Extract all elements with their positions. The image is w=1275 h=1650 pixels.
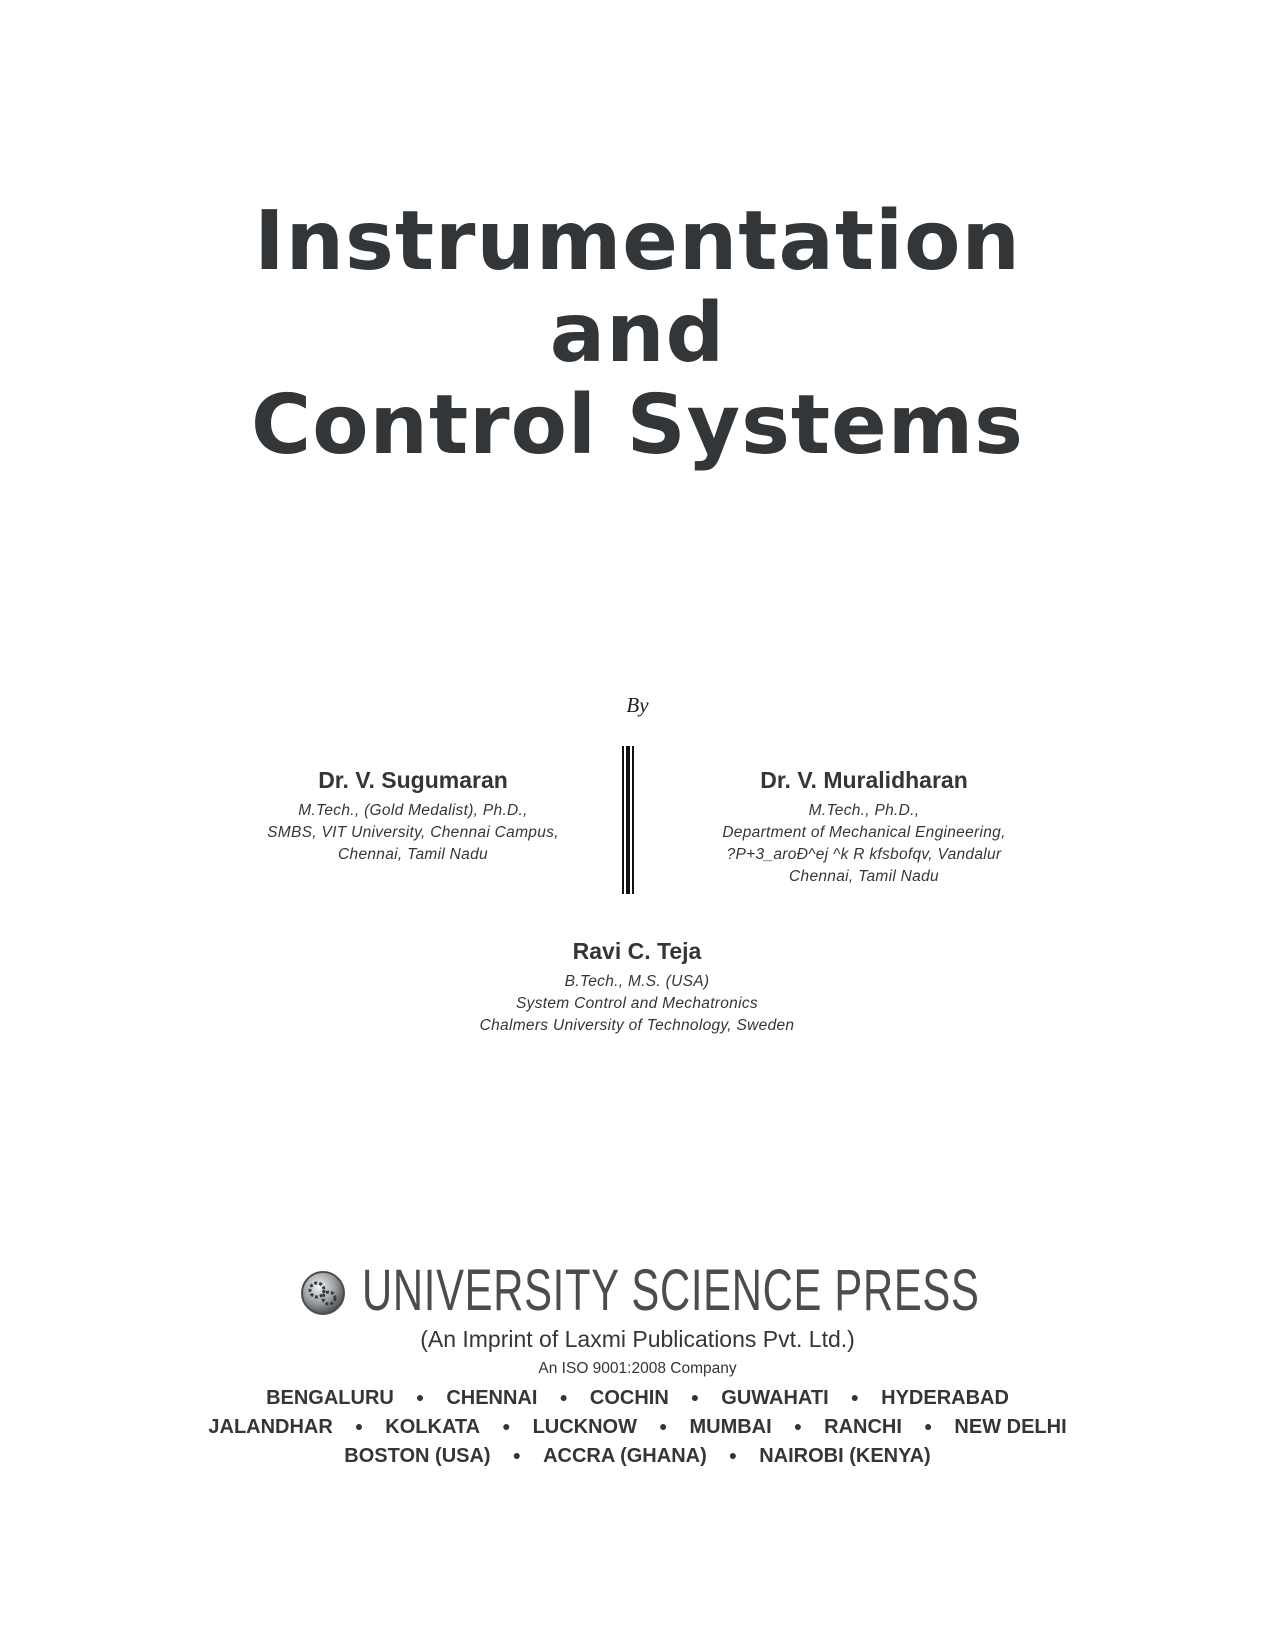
globe-gear-icon bbox=[300, 1270, 346, 1316]
city-list bbox=[0, 1445, 1275, 1468]
city: CHENNAI bbox=[446, 1387, 538, 1409]
bullet-icon: ● bbox=[512, 1447, 522, 1463]
bullet-icon: ● bbox=[850, 1389, 860, 1405]
author-block bbox=[634, 767, 1094, 888]
author-credential: M.Tech., (Gold Medalist), Ph.D., bbox=[298, 802, 528, 819]
author-name: Dr. V. Muralidharan bbox=[760, 767, 968, 793]
city: HYDERABAD bbox=[881, 1387, 1009, 1409]
city: NEW DELHI bbox=[954, 1416, 1067, 1438]
city: RANCHI bbox=[824, 1416, 902, 1438]
city: BOSTON (USA) bbox=[344, 1445, 491, 1467]
author-name: Dr. V. Sugumaran bbox=[318, 767, 508, 793]
city: LUCKNOW bbox=[532, 1416, 637, 1438]
author-affiliation: SMBS, VIT University, Chennai Campus, bbox=[267, 824, 559, 841]
imprint-line: (An Imprint of Laxmi Publications Pvt. Ltd.) bbox=[420, 1326, 855, 1352]
bullet-icon: ● bbox=[793, 1418, 803, 1434]
city: JALANDHAR bbox=[208, 1416, 333, 1438]
author-affiliation: Department of Mechanical Engineering, bbox=[722, 824, 1006, 841]
title-line: Instrumentation bbox=[254, 194, 1021, 289]
publisher-logo bbox=[300, 1258, 980, 1324]
bullet-icon: ● bbox=[923, 1418, 933, 1434]
iso-certification: An ISO 9001:2008 Company bbox=[538, 1360, 737, 1377]
city: COCHIN bbox=[589, 1387, 669, 1409]
author-block bbox=[407, 938, 867, 1037]
bullet-icon: ● bbox=[354, 1418, 364, 1434]
title-line: Control Systems bbox=[251, 378, 1024, 473]
city: MUMBAI bbox=[689, 1416, 772, 1438]
author-affiliation: ?P+3_aroÐ^ej ^k R kfsbofqv, Vandalur bbox=[726, 846, 1002, 863]
city-list bbox=[0, 1416, 1275, 1439]
city: NAIROBI (KENYA) bbox=[759, 1445, 931, 1467]
author-affiliation: System Control and Mechatronics bbox=[516, 995, 758, 1012]
book-title bbox=[0, 196, 1275, 472]
author-name: Ravi C. Teja bbox=[572, 938, 702, 964]
bullet-icon: ● bbox=[659, 1418, 668, 1434]
author-divider bbox=[622, 746, 634, 894]
title-line: and bbox=[549, 286, 726, 381]
city: ACCRA (GHANA) bbox=[543, 1445, 707, 1467]
bullet-icon: ● bbox=[690, 1389, 700, 1405]
bullet-icon: ● bbox=[728, 1447, 738, 1463]
author-location: Chennai, Tamil Nadu bbox=[338, 846, 488, 863]
bullet-icon: ● bbox=[415, 1389, 425, 1405]
author-location: Chennai, Tamil Nadu bbox=[789, 868, 939, 885]
author-credential: M.Tech., Ph.D., bbox=[808, 802, 920, 819]
author-location: Chalmers University of Technology, Sweden bbox=[479, 1017, 795, 1034]
city: BENGALURU bbox=[266, 1387, 394, 1409]
by-label: By bbox=[626, 693, 649, 717]
bullet-icon: ● bbox=[502, 1418, 511, 1434]
bullet-icon: ● bbox=[559, 1389, 568, 1405]
publisher-name: UNIVERSITY SCIENCE PRESS bbox=[362, 1258, 980, 1323]
city: GUWAHATI bbox=[721, 1387, 829, 1409]
city-list bbox=[0, 1387, 1275, 1410]
author-credential: B.Tech., M.S. (USA) bbox=[564, 973, 710, 990]
city: KOLKATA bbox=[385, 1416, 481, 1438]
author-block bbox=[183, 767, 643, 866]
